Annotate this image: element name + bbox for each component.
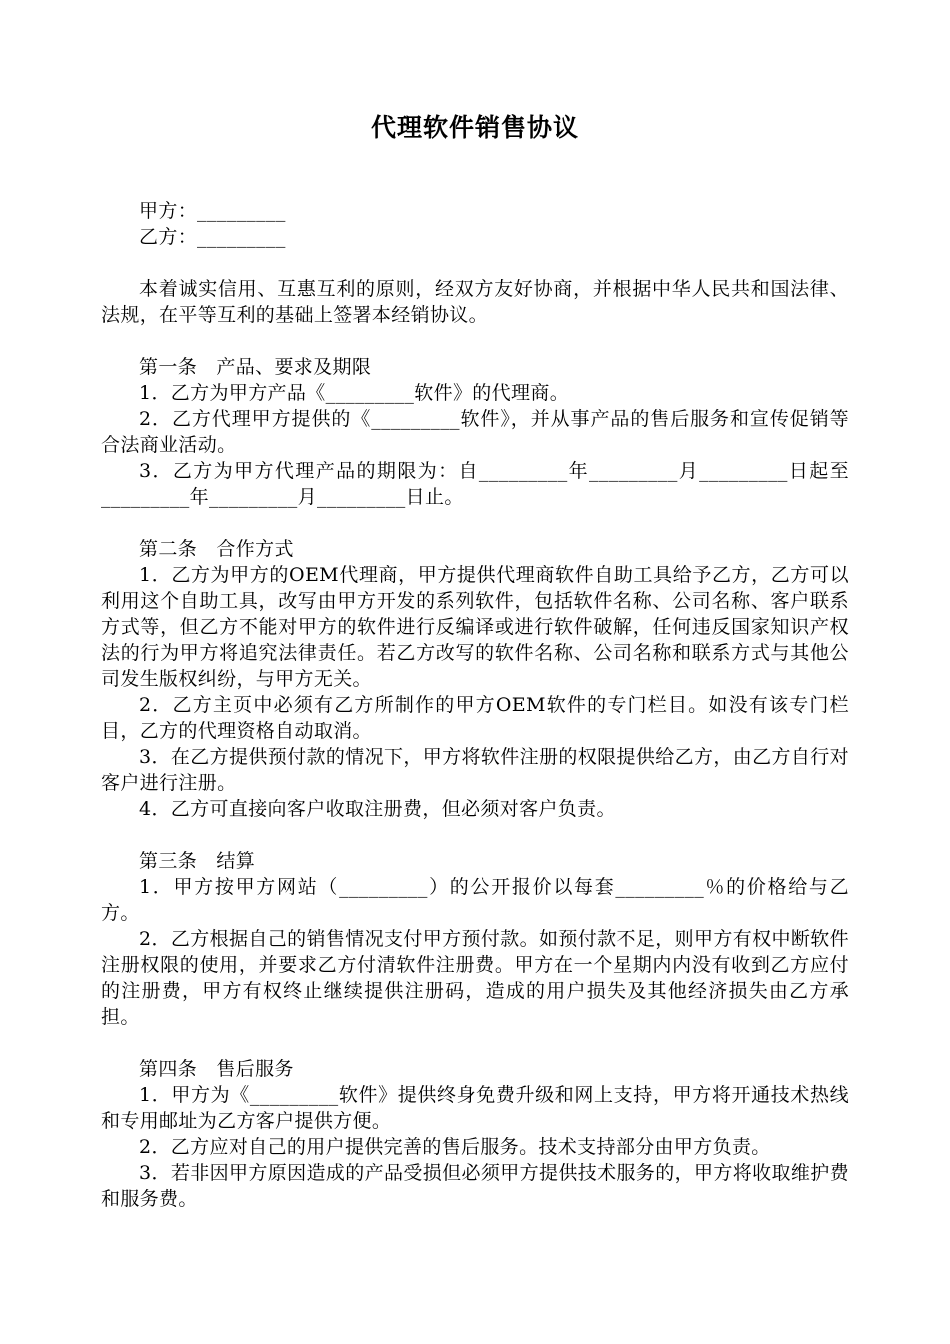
- party-a-line: 甲方：_________: [139, 200, 286, 222]
- section-1-clause-1: 1．乙方为甲方产品《_________软件》的代理商。: [139, 382, 570, 404]
- spacer: [101, 510, 849, 536]
- spacer: [101, 822, 849, 848]
- section-4-heading: 第四条 售后服务: [139, 1058, 294, 1080]
- section-4-clause-3: 3．若非因甲方原因造成的产品受损但必须甲方提供技术服务的，甲方将收取维护费和服务费。: [101, 1162, 849, 1210]
- document-body: [101, 198, 849, 1212]
- spacer: [101, 250, 849, 276]
- intro-paragraph: 本着诚实信用、互惠互利的原则，经双方友好协商，并根据中华人民共和国法律、法规，在平等互利的基础上签署本经销协议。: [101, 278, 849, 326]
- spacer: [101, 328, 849, 354]
- section-2-clause-1: 1．乙方为甲方的OEM代理商，甲方提供代理商软件自助工具给予乙方，乙方可以利用这个自助工具，改写由甲方开发的系列软件，包括软件名称、公司名称、客户联系方式等，但乙方不能对甲方的软件进行反编译或进行软件破解，任何违反国家知识产权法的行为甲方将追究法律责任。若乙方改写的软件名称、公司名称和联系方式与其他公司发生版权纠纷，与甲方无关。: [101, 564, 849, 690]
- section-1-heading: 第一条 产品、要求及期限: [139, 356, 372, 378]
- section-4-clause-1: 1．甲方为《_________软件》提供终身免费升级和网上支持，甲方将开通技术热线和专用邮址为乙方客户提供方便。: [101, 1084, 849, 1132]
- section-2-clause-3: 3．在乙方提供预付款的情况下，甲方将软件注册的权限提供给乙方，由乙方自行对客户进行注册。: [101, 746, 849, 794]
- party-b-line: 乙方：_________: [139, 226, 286, 248]
- section-1-clause-2: 2．乙方代理甲方提供的《_________软件》，并从事产品的售后服务和宣传促销等合法商业活动。: [101, 408, 849, 456]
- section-2-clause-2: 2．乙方主页中必须有乙方所制作的甲方OEM软件的专门栏目。如没有该专门栏目，乙方的代理资格自动取消。: [101, 694, 849, 742]
- section-3-clause-1: 1．甲方按甲方网站（_________）的公开报价以每套_________％的价格给与乙方。: [101, 876, 849, 924]
- document-title: 代理软件销售协议: [370, 113, 579, 142]
- section-2-heading: 第二条 合作方式: [139, 538, 294, 560]
- section-4-clause-2: 2．乙方应对自己的用户提供完善的售后服务。技术支持部分由甲方负责。: [139, 1136, 771, 1158]
- section-3-clause-2: 2．乙方根据自己的销售情况支付甲方预付款。如预付款不足，则甲方有权中断软件注册权限的使用，并要求乙方付清软件注册费。甲方在一个星期内内没有收到乙方应付的注册费，甲方有权终止继续提供注册码，造成的用户损失及其他经济损失由乙方承担。: [101, 928, 849, 1028]
- section-1-clause-3: 3．乙方为甲方代理产品的期限为：自_________年_________月_________日起至_________年_________月_________日止。: [101, 460, 849, 508]
- section-3-heading: 第三条 结算: [139, 850, 256, 872]
- section-2-clause-4: 4．乙方可直接向客户收取注册费，但必须对客户负责。: [139, 798, 616, 820]
- spacer: [101, 1030, 849, 1056]
